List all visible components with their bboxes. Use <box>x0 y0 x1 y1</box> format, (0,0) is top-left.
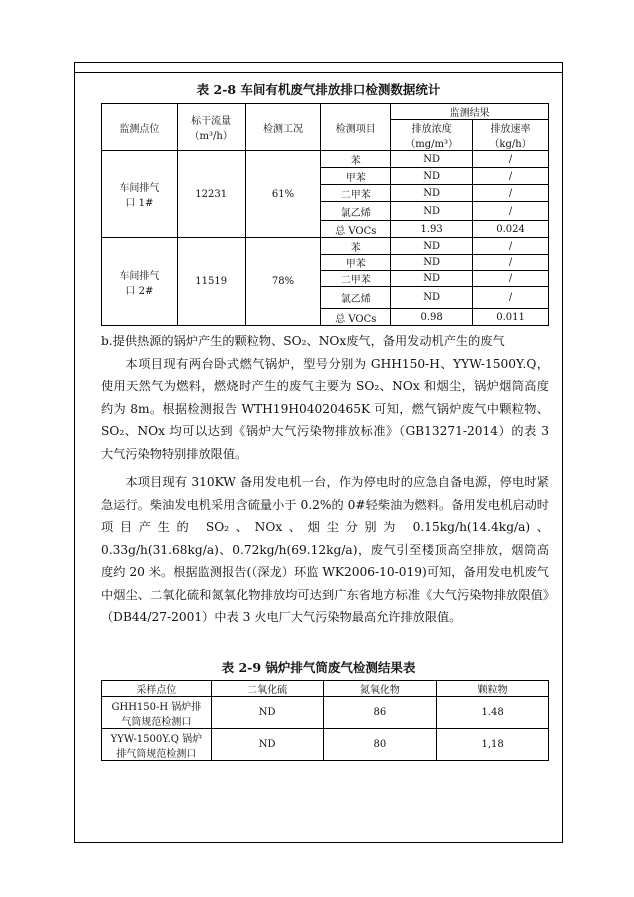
group-1 <box>102 151 549 238</box>
table-row <box>102 697 549 729</box>
group-flow: 12231 <box>177 151 245 238</box>
header-flow: 标干流量 （m³/h） <box>177 104 245 151</box>
row-rate: / <box>473 238 549 255</box>
group-point: 车间排气 口 1# <box>102 151 178 238</box>
row-conc: ND <box>391 185 473 202</box>
row-conc: ND <box>391 151 473 168</box>
sampling-point: YYW-1500Y.Q 锅炉 排气筒规范检测口 <box>102 729 212 761</box>
group-point: 车间排气 口 2# <box>102 238 178 326</box>
row-item: 氯乙烯 <box>321 202 391 221</box>
group-condition: 61% <box>245 151 321 238</box>
row-rate: / <box>473 168 549 185</box>
body-text <box>101 330 549 629</box>
row-item: 总 VOCs <box>321 221 391 238</box>
sampling-point: GHH150-H 锅炉排 气筒规范检测口 <box>102 697 212 729</box>
row-conc: ND <box>391 287 473 309</box>
nox-value: 86 <box>323 697 437 729</box>
row-rate: 0.024 <box>473 221 549 238</box>
header-point: 监测点位 <box>102 104 178 151</box>
row-item: 氯乙烯 <box>321 287 391 309</box>
row-rate: / <box>473 271 549 287</box>
row-conc: ND <box>391 255 473 271</box>
row-item: 总 VOCs <box>321 309 391 326</box>
voc-emission-table <box>101 103 549 326</box>
header-so2: 二氧化硫 <box>211 681 323 697</box>
row-conc: 1.93 <box>391 221 473 238</box>
header-item: 检测项目 <box>321 104 391 151</box>
header-sampling-point: 采样点位 <box>102 681 212 697</box>
row-conc: ND <box>391 202 473 221</box>
header-nox: 氮氧化物 <box>323 681 437 697</box>
row-conc: ND <box>391 271 473 287</box>
header-rate: 排放速率（kg/h） <box>473 120 549 151</box>
pm-value: 1,18 <box>437 729 549 761</box>
row-item: 甲苯 <box>321 255 391 271</box>
table2-title: 表 2-9 锅炉排气筒废气检测结果表 <box>221 660 416 675</box>
nox-value: 80 <box>323 729 437 761</box>
row-rate: 0.011 <box>473 309 549 326</box>
row-item: 二甲苯 <box>321 271 391 287</box>
header-pm: 颗粒物 <box>437 681 549 697</box>
row-conc: ND <box>391 238 473 255</box>
section-b-heading: b.提供热源的锅炉产生的颗粒物、SO₂、NOx废气，备用发动机产生的废气 <box>101 334 505 348</box>
row-rate: / <box>473 202 549 221</box>
row-rate: / <box>473 151 549 168</box>
row-rate: / <box>473 185 549 202</box>
row-item: 苯 <box>321 151 391 168</box>
row-conc: 0.98 <box>391 309 473 326</box>
so2-value: ND <box>211 729 323 761</box>
boiler-emission-table <box>101 680 549 761</box>
row-conc: ND <box>391 168 473 185</box>
paragraph-generator: 本项目现有 310KW 备用发电机一台，作为停电时的应急自备电源，停电时紧急运行。柴油发电机采用含硫量小于 0.2%的 0#轻柴油为燃料。备用发电机启动时项目产生的 SO₂、NOx、烟尘分别为 0.15kg/h(14.4kg/a)、0.33g/h(31.68kg/a)、0.72kg/h(69.12kg/a)，废气引至楼顶高空排放，烟筒高度约 20 米。根据监测报告(（深龙）环监 WK2006-10-019)可知，备用发电机废气中烟尘、二氧化硫和氮氧化物排放均可达到广东省地方标准《大气污染物排放限值》（DB44/27-2001）中表 3 火电厂大气污染物最高允许排放限值。 <box>101 475 549 624</box>
table1-title: 表 2-8 车间有机废气排放排口检测数据统计 <box>196 82 441 97</box>
row-rate: / <box>473 287 549 309</box>
row-item: 甲苯 <box>321 168 391 185</box>
row-rate: / <box>473 255 549 271</box>
paragraph-boiler: 本项目现有两台卧式燃气锅炉，型号分别为 GHH150-H、YYW-1500Y.Q，使用天然气为燃料，燃烧时产生的废气主要为 SO₂、NOx 和烟尘，锅炉烟筒高度约为 8m。根据检测报告 WTH19H04020465K 可知，燃气锅炉废气中颗粒物、SO₂、NOx 均可以达到《锅炉大气污染物排放标准》（GB13271-2014）的表 3 大气污染物特别排放限值。 <box>101 356 549 461</box>
row-item: 苯 <box>321 238 391 255</box>
header-results: 监测结果 <box>391 104 549 120</box>
header-conc: 排放浓度 （mg/m³） <box>391 120 473 151</box>
group-2 <box>102 238 549 326</box>
pm-value: 1.48 <box>437 697 549 729</box>
header-condition: 检测工况 <box>245 104 321 151</box>
group-condition: 78% <box>245 238 321 326</box>
so2-value: ND <box>211 697 323 729</box>
group-flow: 11519 <box>177 238 245 326</box>
table-row <box>102 729 549 761</box>
row-item: 二甲苯 <box>321 185 391 202</box>
